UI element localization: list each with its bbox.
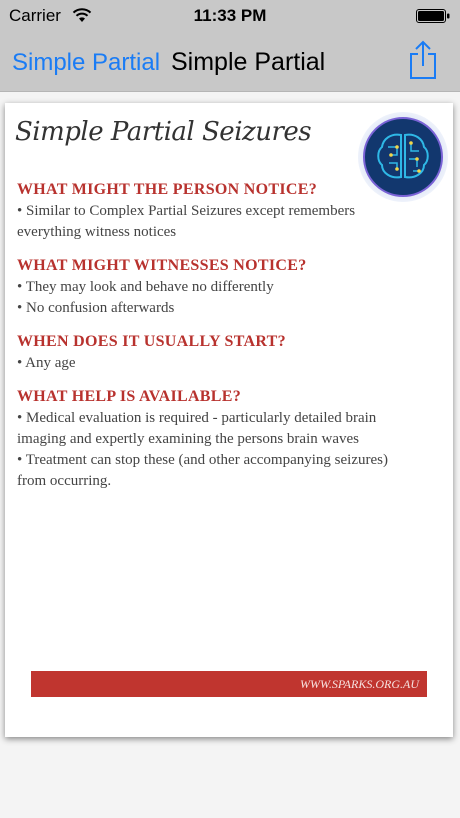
bullet-text: • They may look and behave no differently <box>17 279 274 295</box>
status-bar <box>0 0 460 32</box>
section-person-notice <box>17 181 417 243</box>
bullet-text: • Medical evaluation is required - particularly detailed brain imaging and expertly examining the persons brain waves <box>17 410 377 447</box>
clock: 11:33 PM <box>193 6 267 25</box>
section-heading: WHAT MIGHT WITNESSES NOTICE? <box>17 257 307 274</box>
back-button[interactable]: Simple Partial <box>12 49 161 76</box>
bullet-text: • No confusion afterwards <box>17 300 175 316</box>
share-icon[interactable] <box>408 40 438 80</box>
bullet-text: • Similar to Complex Partial Seizures except remembers everything witness notices <box>17 203 356 240</box>
section-witnesses-notice <box>17 257 417 319</box>
card-title: Simple Partial Seizures <box>15 117 312 147</box>
section-heading: WHAT HELP IS AVAILABLE? <box>17 388 242 405</box>
section-usual-start <box>17 333 417 374</box>
info-sections <box>17 181 417 506</box>
carrier-label: Carrier <box>9 6 61 25</box>
content-area[interactable] <box>0 93 460 818</box>
section-heading: WHAT MIGHT THE PERSON NOTICE? <box>17 181 318 198</box>
website-banner: WWW.SPARKS.ORG.AU <box>31 671 427 697</box>
bullet-text: • Treatment can stop these (and other accompanying seizures) from occurring. <box>17 452 388 489</box>
seizure-info-card <box>5 103 453 737</box>
section-help-available <box>17 388 417 492</box>
battery-icon <box>416 9 450 23</box>
section-heading: WHEN DOES IT USUALLY START? <box>17 333 286 350</box>
navigation-bar <box>0 32 460 92</box>
bullet-text: • Any age <box>17 355 76 371</box>
nav-title: Simple Partial <box>171 48 326 76</box>
